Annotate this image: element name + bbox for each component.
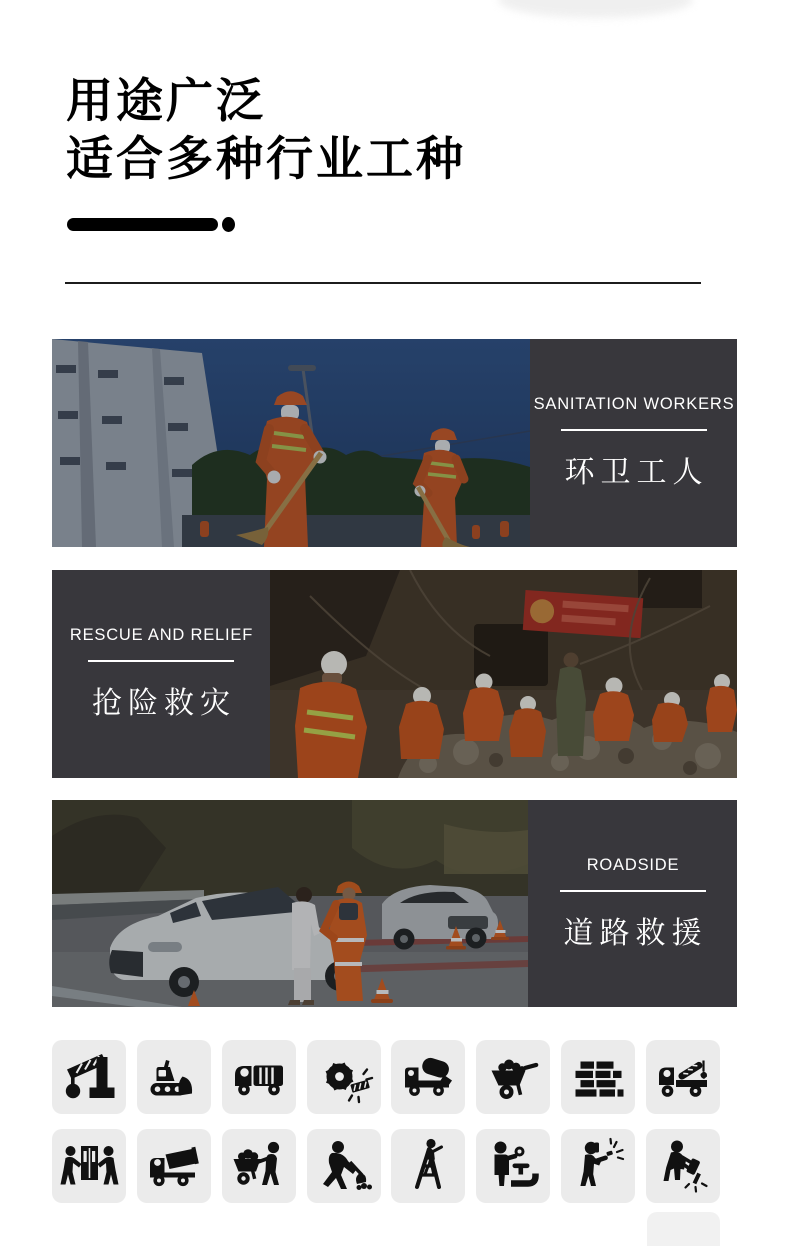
circular-saw-icon [307,1040,381,1114]
section-divider-line [65,282,701,284]
banner-label-zh: 环卫工人 [564,456,709,489]
banner-label-zh: 抢险救灾 [92,687,236,720]
tile-wheelbarrow [476,1040,550,1114]
jackhammer-icon [646,1129,720,1203]
tile-brick-wall [561,1040,635,1114]
crane-truck-icon [646,1040,720,1114]
tile-worker-wheelbarrow [222,1129,296,1203]
tile-dump-truck [137,1129,211,1203]
rescue-photo [270,570,737,778]
panel-divider [88,660,234,662]
title-line-2: 适合多种行业工种 [66,132,466,185]
roadside-panel [528,800,737,1007]
title-accent-bar [67,218,218,231]
banner-sanitation [52,339,737,547]
brick-wall-icon [561,1040,635,1114]
banner-label-en: SANITATION WORKERS [533,395,735,413]
tile-crane-truck [646,1040,720,1114]
panel-divider [561,429,707,431]
banner-label-zh: 道路救援 [563,916,708,950]
tower-crane-icon [52,1040,126,1114]
tile-plumber [476,1129,550,1203]
icon-grid-row-2 [52,1129,720,1203]
panel-divider [560,890,706,892]
worker-digging-icon [307,1129,381,1203]
rescue-photo-illustration [270,570,737,778]
tile-welder [561,1129,635,1203]
tile-bulldozer [137,1040,211,1114]
tanker-truck-icon [222,1040,296,1114]
banner-label-en: ROADSIDE [586,855,680,874]
mixer-truck-icon [391,1040,465,1114]
worker-ladder-icon [391,1129,465,1203]
tile-tower-crane [52,1040,126,1114]
next-section-tile-peek [647,1212,720,1246]
welder-icon [561,1129,635,1203]
banner-label-en: RESCUE AND RELIEF [69,626,254,644]
tile-worker-digging [307,1129,381,1203]
tile-mixer-truck [391,1040,465,1114]
sanitation-photo [52,339,530,547]
title-line-1: 用途广泛 [66,74,266,127]
dump-truck-icon [137,1129,211,1203]
top-edge-photo-remnant [498,0,693,18]
sanitation-panel [530,339,737,547]
plumber-icon [476,1129,550,1203]
tile-tanker-truck [222,1040,296,1114]
banner-rescue [52,570,737,778]
rescue-panel [52,570,270,778]
banner-roadside [52,800,737,1007]
furniture-movers-icon [52,1129,126,1203]
tile-jackhammer [646,1129,720,1203]
roadside-photo-illustration [52,800,528,1007]
bulldozer-icon [137,1040,211,1114]
icon-grid-row-1 [52,1040,720,1114]
roadside-photo [52,800,528,1007]
tile-circular-saw [307,1040,381,1114]
sanitation-photo-illustration [52,339,530,547]
section-title [66,72,466,188]
title-accent-dot [222,217,235,232]
tile-worker-ladder [391,1129,465,1203]
worker-wheelbarrow-icon [222,1129,296,1203]
wheelbarrow-icon [476,1040,550,1114]
tile-furniture-movers [52,1129,126,1203]
